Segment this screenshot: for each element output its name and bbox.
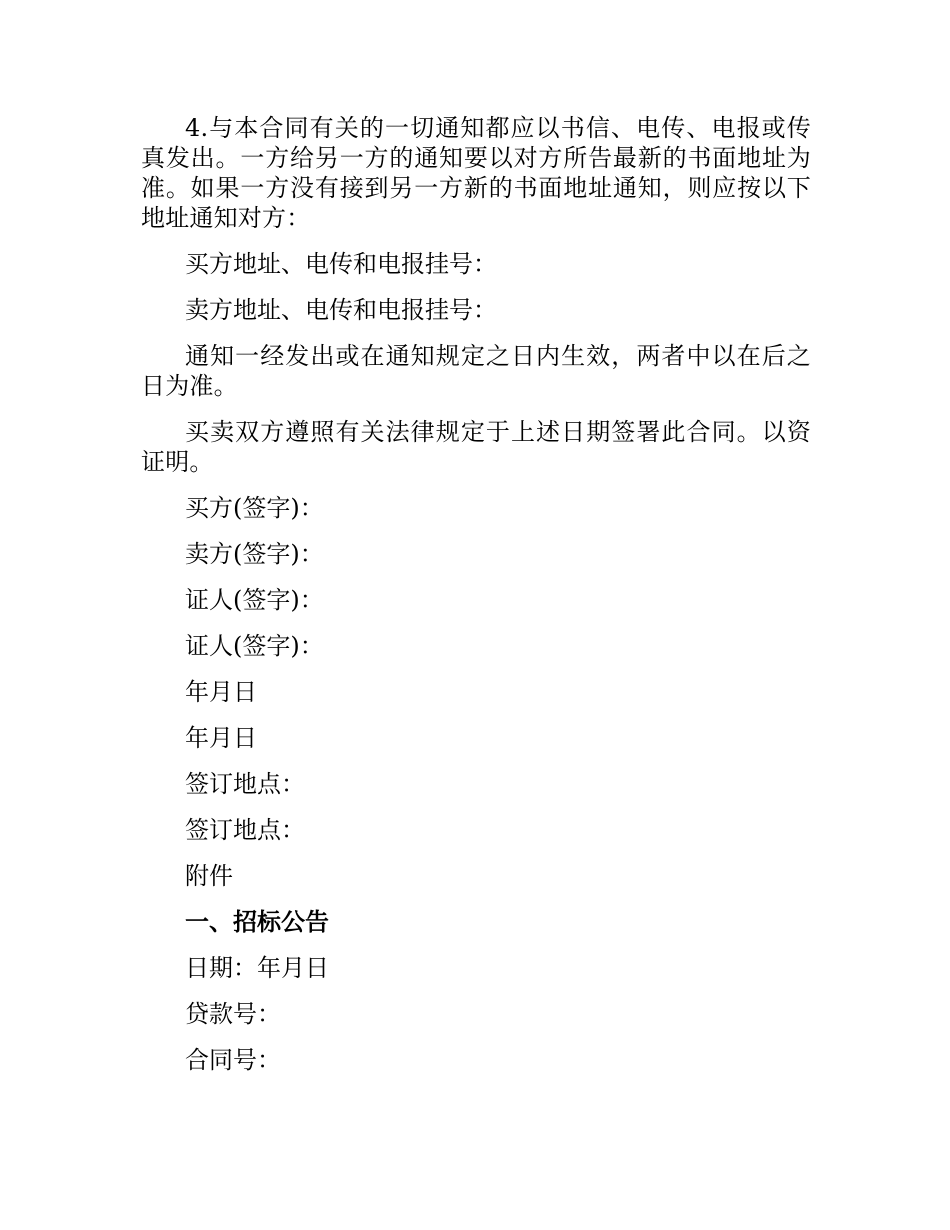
notice-clause-paragraph: 4.与本合同有关的一切通知都应以书信、电传、电报或传真发出。一方给另一方的通知要以对方所告最新的书面地址为准。如果一方没有接到另一方新的书面地址通知，则应按以下地址通知对方： <box>141 114 811 232</box>
seller-address-line: 卖方地址、电传和电报挂号： <box>185 296 497 324</box>
signing-place-line: 签订地点： <box>185 770 305 798</box>
section-heading: 一、招标公告 <box>185 908 329 936</box>
buyer-signature-line: 买方(签字)： <box>185 494 324 522</box>
contract-number-line: 合同号： <box>185 1046 281 1074</box>
seller-signature-line: 卖方(签字)： <box>185 540 324 568</box>
attachment-label: 附件 <box>185 862 233 890</box>
signing-place-line: 签订地点： <box>185 816 305 844</box>
signing-statement-paragraph: 买卖双方遵照有关法律规定于上述日期签署此合同。以资证明。 <box>141 418 811 476</box>
date-line: 年月日 <box>185 724 257 752</box>
buyer-address-line: 买方地址、电传和电报挂号： <box>185 250 497 278</box>
notice-effective-paragraph: 通知一经发出或在通知规定之日内生效，两者中以在后之日为准。 <box>141 342 811 400</box>
witness-signature-line: 证人(签字)： <box>185 586 324 614</box>
witness-signature-line: 证人(签字)： <box>185 632 324 660</box>
date-line: 年月日 <box>185 678 257 706</box>
tender-date-line: 日期：年月日 <box>185 954 329 982</box>
loan-number-line: 贷款号： <box>185 1000 281 1028</box>
document-body <box>141 113 811 1091</box>
